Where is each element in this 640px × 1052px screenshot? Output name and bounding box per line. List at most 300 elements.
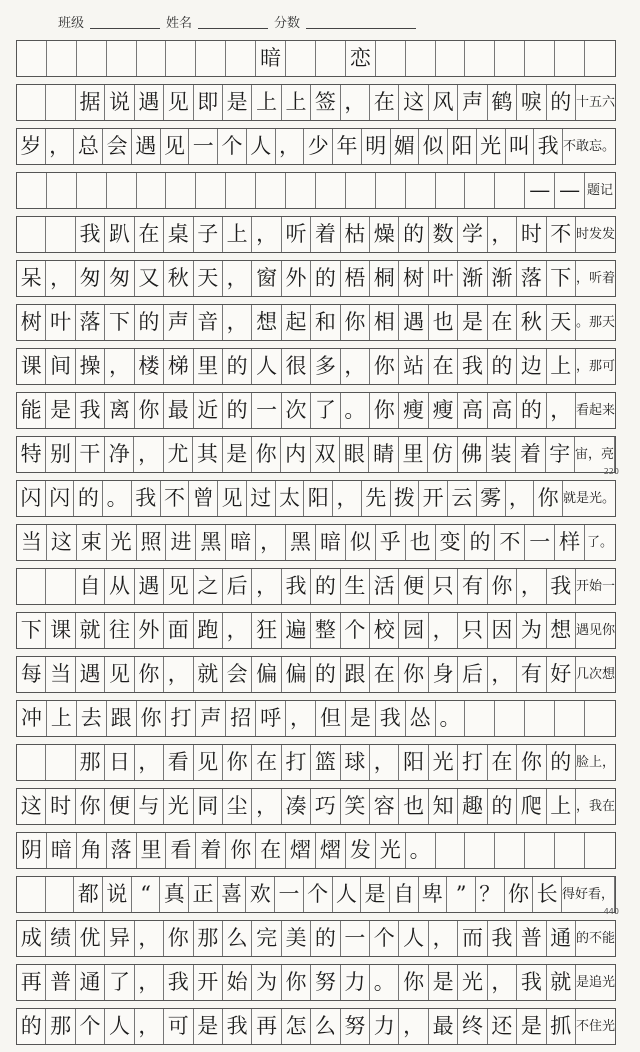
grid-cell: ， [547, 393, 576, 428]
grid-cell: 近 [194, 393, 223, 428]
grid-cell: 你 [135, 393, 164, 428]
grid-cell: 睛 [369, 437, 398, 472]
grid-cell: 树 [399, 261, 428, 296]
grid-cell: ， [135, 745, 164, 780]
grid-cell: 。那天 [575, 315, 615, 330]
grid-cell: 边 [517, 349, 546, 384]
grid-cell [495, 41, 525, 76]
grid-cell: 暗 [316, 525, 346, 560]
grid-cell: 人 [105, 1009, 134, 1044]
grid-cell [585, 41, 615, 76]
grid-row [16, 436, 619, 476]
grid-cell: 最 [164, 393, 193, 428]
grid-cell [436, 833, 466, 868]
grid-cell: 就是光。 [562, 491, 615, 506]
grid-cell: 阳 [399, 745, 428, 780]
grid-cell: 不住光 [575, 1019, 615, 1034]
grid-cell: 课 [46, 613, 75, 648]
grid-cell: 的 [17, 1009, 46, 1044]
grid-cell: 想 [547, 613, 576, 648]
grid-cell [465, 701, 495, 736]
grid-cell [17, 217, 46, 252]
grid-row [16, 920, 616, 957]
grid-cell: 只 [429, 569, 458, 604]
grid-cell: 人 [333, 877, 362, 912]
grid-cell: 是 [458, 305, 487, 340]
grid-cell: 上 [282, 85, 311, 120]
grid-cell: 的 [223, 393, 252, 428]
grid-cell: 开 [194, 965, 223, 1000]
grid-cell: 匆 [76, 261, 105, 296]
grid-cell: 声 [458, 85, 487, 120]
grid-cell [77, 41, 107, 76]
grid-row [16, 568, 616, 605]
grid-cell: 是追光 [575, 975, 615, 990]
grid-cell: ， [341, 85, 370, 120]
grid-cell: 普 [517, 921, 546, 956]
grid-cell: 努 [311, 965, 340, 1000]
grid-cell [495, 173, 525, 208]
grid-cell: 而 [458, 921, 487, 956]
grid-cell: 也 [406, 525, 436, 560]
grid-cell: 燥 [370, 217, 399, 252]
grid-cell: 又 [135, 261, 164, 296]
grid-cell: 是 [361, 877, 390, 912]
grid-cell: 下 [17, 613, 46, 648]
grid-cell: 自 [390, 877, 419, 912]
grid-cell: 园 [399, 613, 428, 648]
grid-cell: 在 [256, 833, 286, 868]
grid-cell: 你 [399, 657, 428, 692]
grid-cell: 秋 [517, 305, 546, 340]
grid-cell: 便 [105, 789, 134, 824]
grid-cell [585, 701, 615, 736]
score-label: 分数 [274, 15, 301, 31]
grid-cell: 努 [341, 1009, 370, 1044]
grid-cell: 不 [161, 481, 190, 516]
grid-cell: 佛 [458, 437, 487, 472]
grid-cell: 的 [223, 349, 252, 384]
grid-cell: 我 [76, 393, 105, 428]
grid-cell: 仿 [428, 437, 457, 472]
grid-cell: 但 [316, 701, 346, 736]
grid-cell: 曾 [189, 481, 218, 516]
grid-cell: 你 [164, 921, 193, 956]
grid-cell: 与 [135, 789, 164, 824]
grid-cell: 说 [103, 877, 132, 912]
grid-cell: 上 [547, 349, 576, 384]
grid-cell: ， [252, 569, 281, 604]
grid-cell: 凑 [282, 789, 311, 824]
grid-cell [166, 41, 196, 76]
grid-cell: 落 [107, 833, 137, 868]
grid-cell: 有 [517, 657, 546, 692]
grid-cell [555, 41, 585, 76]
grid-cell: 阳 [448, 129, 477, 164]
grid-cell: 这 [399, 85, 428, 120]
grid-cell [17, 85, 46, 120]
grid-cell: 个 [341, 613, 370, 648]
grid-cell [346, 173, 376, 208]
grid-cell: ， [429, 613, 458, 648]
grid-cell: 叶 [429, 261, 458, 296]
grid-cell [465, 833, 495, 868]
grid-cell: 你 [534, 481, 563, 516]
grid-cell: 都 [74, 877, 103, 912]
grid-cell: 你 [137, 701, 167, 736]
grid-cell: 了 [105, 965, 134, 1000]
grid-cell: 遇 [135, 85, 164, 120]
grid-cell: 子 [194, 217, 223, 252]
grid-cell: 岁 [17, 129, 46, 164]
grid-cell: 据 [76, 85, 105, 120]
grid-cell [406, 173, 436, 208]
grid-cell: 我 [282, 569, 311, 604]
grid-cell: 是 [223, 85, 252, 120]
grid-cell [316, 41, 346, 76]
grid-cell: 呼 [256, 701, 286, 736]
grid-cell: 内 [281, 437, 310, 472]
grid-cell: 眼 [340, 437, 369, 472]
grid-cell [17, 173, 47, 208]
grid-cell: 很 [282, 349, 311, 384]
grid-row [16, 700, 616, 737]
grid-cell: 我 [223, 1009, 252, 1044]
grid-cell: 装 [487, 437, 516, 472]
grid-cell: 只 [458, 613, 487, 648]
grid-cell: 真 [160, 877, 189, 912]
grid-row [16, 304, 616, 341]
grid-cell: 上 [252, 85, 281, 120]
grid-cell: 外 [282, 261, 311, 296]
grid-cell: 绩 [46, 921, 75, 956]
grid-cell: 你 [399, 965, 428, 1000]
grid-cell: 同 [194, 789, 223, 824]
grid-cell: — [525, 173, 555, 208]
grid-cell: 你 [135, 657, 164, 692]
grid-cell [585, 833, 615, 868]
grid-cell: 为 [517, 613, 546, 648]
grid-cell: 落 [76, 305, 105, 340]
grid-cell: 会 [103, 129, 132, 164]
grid-cell: 你 [252, 437, 281, 472]
grid-cell: 暗 [47, 833, 77, 868]
grid-cell: 从 [105, 569, 134, 604]
grid-cell: 。 [103, 481, 132, 516]
grid-cell [47, 41, 77, 76]
grid-cell: “ [132, 877, 161, 912]
grid-cell: 拨 [391, 481, 420, 516]
grid-cell: 阴 [17, 833, 47, 868]
grid-cell: 遇 [132, 129, 161, 164]
grid-cell: 次 [282, 393, 311, 428]
grid-cell: 了 [311, 393, 340, 428]
grid-cell: 秋 [164, 261, 193, 296]
grid-cell: 乎 [376, 525, 406, 560]
grid-cell: 也 [429, 305, 458, 340]
grid-cell: 始 [223, 965, 252, 1000]
grid-cell: 渐 [488, 261, 517, 296]
grid-cell: 之 [194, 569, 223, 604]
grid-cell: 不 [495, 525, 525, 560]
grid-cell: 你 [226, 833, 256, 868]
grid-cell: 生 [341, 569, 370, 604]
grid-cell: 数 [429, 217, 458, 252]
grid-cell: 再 [17, 965, 46, 1000]
grid-cell: 为 [252, 965, 281, 1000]
grid-cell: 后 [223, 569, 252, 604]
grid-cell: 人 [247, 129, 276, 164]
grid-cell: 最 [429, 1009, 458, 1044]
grid-cell: 几次想 [575, 667, 615, 682]
grid-cell: 即 [194, 85, 223, 120]
grid-cell: 美 [282, 921, 311, 956]
grid-cell [436, 173, 466, 208]
grid-cell: ， [135, 1009, 164, 1044]
grid-cell: 梯 [164, 349, 193, 384]
grid-cell: 高 [458, 393, 487, 428]
margin-count-440: 440 [603, 907, 619, 916]
grid-cell: 看起来 [575, 403, 615, 418]
name-blank [198, 14, 268, 29]
grid-cell: ， [164, 657, 193, 692]
grid-cell: 桌 [164, 217, 193, 252]
grid-cell: 趣 [458, 789, 487, 824]
grid-cell: 时 [46, 789, 75, 824]
grid-cell: ，听着 [575, 271, 615, 286]
grid-cell: 声 [196, 701, 226, 736]
grid-cell: 面 [164, 613, 193, 648]
grid-cell: ， [517, 569, 546, 604]
grid-cell: 这 [17, 789, 46, 824]
grid-row [16, 744, 616, 781]
grid-cell: 的 [465, 525, 495, 560]
grid-cell: 力 [341, 965, 370, 1000]
grid-cell: 异 [105, 921, 134, 956]
grid-cell: 遍 [282, 613, 311, 648]
grid-cell: 你 [370, 393, 399, 428]
grid-cell: 在 [488, 745, 517, 780]
grid-cell: 过 [247, 481, 276, 516]
grid-cell: 打 [166, 701, 196, 736]
grid-row [16, 876, 619, 916]
grid-cell: ， [134, 437, 163, 472]
grid-cell: 是 [517, 1009, 546, 1044]
grid-cell: 我 [517, 965, 546, 1000]
grid-cell: 听 [282, 217, 311, 252]
grid-cell [137, 173, 167, 208]
grid-cell: 有 [458, 569, 487, 604]
grid-cell: 发 [346, 833, 376, 868]
grid-cell: 上 [223, 217, 252, 252]
grid-row [16, 524, 616, 561]
grid-cell: 的 [399, 217, 428, 252]
grid-cell: 个 [76, 1009, 105, 1044]
grid-cell: 站 [399, 349, 428, 384]
grid-cell: 的 [547, 85, 576, 120]
grid-cell: 呆 [17, 261, 46, 296]
grid-cell: 活 [370, 569, 399, 604]
grid-cell: 束 [77, 525, 107, 560]
grid-cell: 后 [458, 657, 487, 692]
grid-cell: ， [252, 789, 281, 824]
grid-cell: 的 [135, 305, 164, 340]
grid-cell: 因 [488, 613, 517, 648]
grid-cell: 楼 [135, 349, 164, 384]
grid-cell [46, 745, 75, 780]
grid-cell [17, 877, 46, 912]
grid-cell: 的 [74, 481, 103, 516]
grid-cell: 每 [17, 657, 46, 692]
grid-row [16, 40, 616, 77]
grid-cell [256, 173, 286, 208]
grid-cell: 不 [547, 217, 576, 252]
grid-cell: 天 [547, 305, 576, 340]
grid-cell: 还 [488, 1009, 517, 1044]
grid-cell: 光 [164, 789, 193, 824]
grid-cell: 总 [74, 129, 103, 164]
grid-cell: ， [506, 481, 535, 516]
grid-cell: ， [488, 965, 517, 1000]
grid-row [16, 612, 616, 649]
grid-cell: 相 [370, 305, 399, 340]
grid-cell: 优 [76, 921, 105, 956]
grid-cell: 里 [194, 349, 223, 384]
grid-cell: ， [46, 261, 75, 296]
grid-cell [286, 41, 316, 76]
grid-cell: 跟 [341, 657, 370, 692]
grid-cell: 的 [311, 657, 340, 692]
grid-cell [495, 833, 525, 868]
grid-cell: 可 [164, 1009, 193, 1044]
grid-cell: 题记 [587, 183, 614, 198]
grid-cell: 的 [488, 789, 517, 824]
grid-cell: 开始一 [575, 579, 615, 594]
grid-cell: 看 [164, 745, 193, 780]
grid-row [16, 348, 616, 385]
grid-cell: 看 [166, 833, 196, 868]
grid-cell: 起 [282, 305, 311, 340]
class-blank [90, 14, 160, 29]
grid-cell: 我 [376, 701, 406, 736]
grid-cell: ” [447, 877, 476, 912]
grid-cell [17, 745, 46, 780]
grid-cell: 的 [311, 569, 340, 604]
grid-cell: 音 [194, 305, 223, 340]
grid-cell: 见 [194, 745, 223, 780]
grid-cell: 喜 [218, 877, 247, 912]
grid-cell: 我 [164, 965, 193, 1000]
grid-cell: 通 [76, 965, 105, 1000]
grid-cell: 光 [107, 525, 137, 560]
grid-cell: 其 [193, 437, 222, 472]
grid-cell: 在 [370, 85, 399, 120]
grid-cell: 当 [46, 657, 75, 692]
grid-cell: 在 [488, 305, 517, 340]
score-blank [306, 14, 416, 29]
grid-cell: 一 [189, 129, 218, 164]
grid-cell: 我 [534, 129, 563, 164]
grid-cell: ， [223, 305, 252, 340]
grid-cell: 是 [429, 965, 458, 1000]
grid-cell: 是 [194, 1009, 223, 1044]
grid-cell [226, 173, 256, 208]
grid-cell: 枯 [341, 217, 370, 252]
grid-cell: 。 [436, 701, 466, 736]
grid-cell: 终 [458, 1009, 487, 1044]
grid-cell: 天 [194, 261, 223, 296]
grid-row [16, 656, 616, 693]
grid-cell: 的不能 [575, 931, 615, 946]
grid-cell: 宙，亮 [575, 437, 615, 472]
grid-cell: 别 [46, 437, 75, 472]
grid-cell: 人 [252, 349, 281, 384]
grid-cell [137, 41, 167, 76]
grid-cell: 你 [341, 305, 370, 340]
grid-cell: 的 [311, 921, 340, 956]
grid-cell: 你 [223, 745, 252, 780]
grid-cell: 我 [76, 217, 105, 252]
grid-cell: 见 [105, 657, 134, 692]
grid-cell [226, 41, 256, 76]
grid-cell: 通 [547, 921, 576, 956]
grid-cell: 校 [370, 613, 399, 648]
grid-cell: 熠 [316, 833, 346, 868]
grid-cell: 阳 [304, 481, 333, 516]
grid-cell: 就 [194, 657, 223, 692]
grid-cell: 时 [517, 217, 546, 252]
grid-cell: 的 [311, 261, 340, 296]
grid-cell: 间 [46, 349, 75, 384]
grid-cell: ， [370, 745, 399, 780]
grid-cell: ， [105, 349, 134, 384]
grid-cell: 普 [46, 965, 75, 1000]
grid-cell: 下 [105, 305, 134, 340]
grid-cell: ， [488, 657, 517, 692]
grid-cell: 进 [166, 525, 196, 560]
grid-cell [525, 701, 555, 736]
grid-cell: 尤 [164, 437, 193, 472]
grid-cell: 暗 [226, 525, 256, 560]
grid-cell: 着 [196, 833, 226, 868]
writing-grid [16, 40, 619, 1052]
grid-cell: 趴 [105, 217, 134, 252]
grid-cell: 雾 [477, 481, 506, 516]
grid-cell: 那 [46, 1009, 75, 1044]
grid-cell: 能 [17, 393, 46, 428]
grid-cell [107, 41, 137, 76]
grid-cell: 冲 [17, 701, 47, 736]
grid-cell: 匆 [105, 261, 134, 296]
grid-cell: 叫 [506, 129, 535, 164]
grid-cell: ， [223, 261, 252, 296]
grid-cell: 是 [223, 437, 252, 472]
grid-row [16, 260, 616, 297]
grid-cell: 风 [429, 85, 458, 120]
grid-cell: 遇 [135, 569, 164, 604]
grid-cell [495, 701, 525, 736]
grid-cell: 打 [282, 745, 311, 780]
grid-cell: 上 [547, 789, 576, 824]
grid-cell: 完 [252, 921, 281, 956]
grid-row [16, 128, 616, 165]
grid-cell: 光 [429, 745, 458, 780]
grid-cell: 这 [47, 525, 77, 560]
grid-cell: 似 [419, 129, 448, 164]
grid-cell [525, 41, 555, 76]
grid-cell: ， [135, 921, 164, 956]
grid-cell [47, 173, 77, 208]
